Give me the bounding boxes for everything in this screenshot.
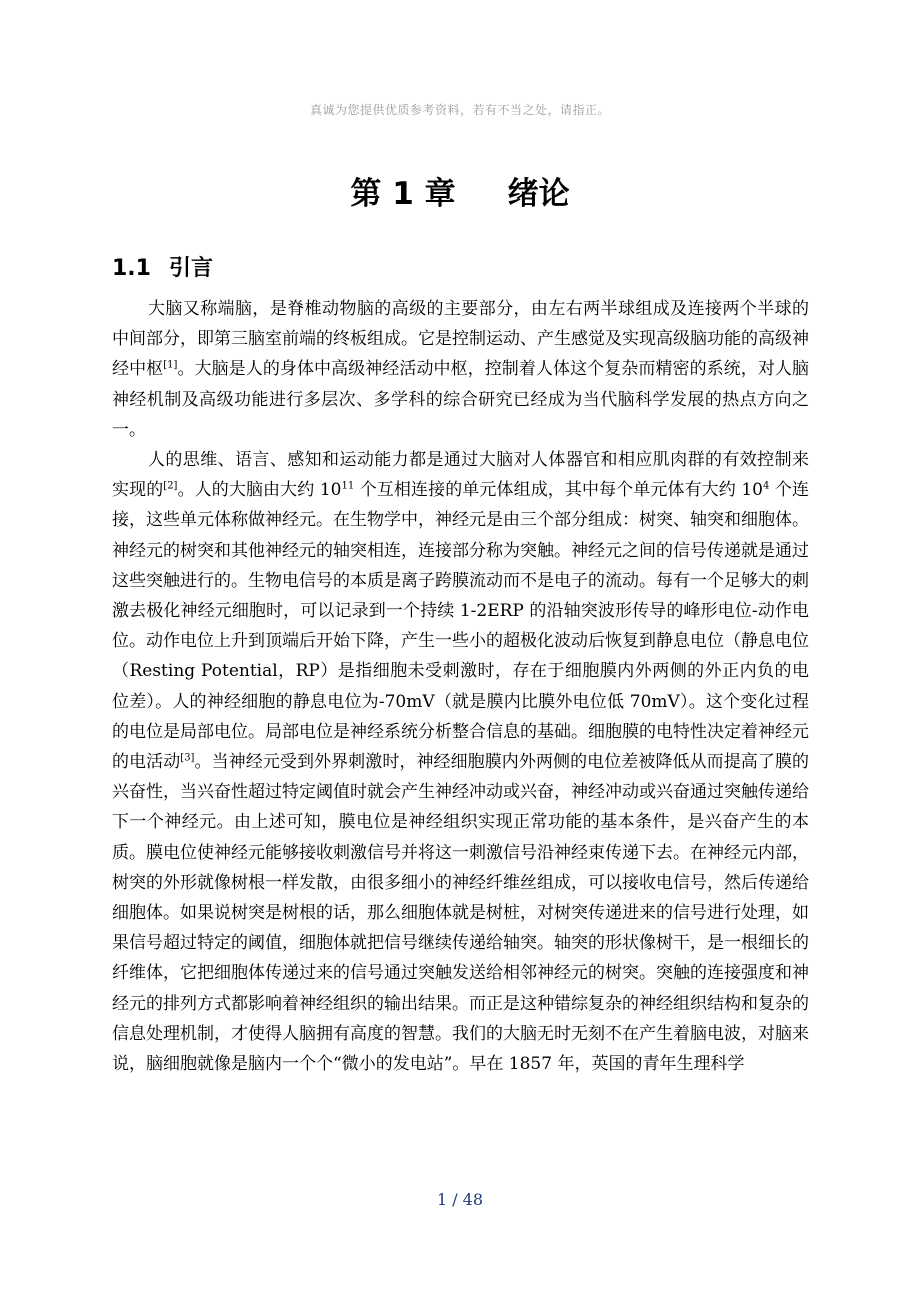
paragraph-1-text-b: 。大脑是人的身体中高级神经活动中枢，控制着人体这个复杂而精密的系统，对人脑神经机制及高级功能进行多层次、多学科的综合研究已经成为当代脑科学发展的热点方向之一。 (112, 359, 810, 440)
watermark-text: 真诚为您提供优质参考资料，若有不当之处，请指正。 (309, 103, 610, 117)
exponent-4: 4 (763, 480, 770, 492)
paragraph-2-text-c: 个互相连接的单元体组成，其中每个单元体有大约 10 (354, 480, 764, 501)
paragraph-2 (112, 445, 809, 1079)
paragraph-2-text-e: 。当神经元受到外界刺激时，神经细胞膜内外两侧的电位差被降低从而提高了膜的兴奋性，当兴奋性超过特定阈值时就会产生神经冲动或兴奋，神经冲动或兴奋通过突触传递给下一个神经元。由上述可知，膜电位是神经组织实现正常功能的基本条件，是兴奋产生的本质。膜电位使神经元能够接收刺激信号并将这一刺激信号沿神经束传递下去。在神经元内部，树突的外形就像树根一样发散，由很多细小的神经纤维丝组成，可以接收电信号，然后传递给细胞体。如果说树突是树根的话，那么细胞体就是树桩，对树突传递进来的信号进行处理，如果信号超过特定的阈值，细胞体就把信号继续传递给轴突。轴突的形状像树干，是一根细长的纤维体，它把细胞体传递过来的信号通过突触发送给相邻神经元的树突。突触的连接强度和神经元的排列方式都影响着神经组织的输出结果。而正是这种错综复杂的神经组织结构和复杂的信息处理机制，才使得人脑拥有高度的智慧。我们的大脑无时无刻不在产生着脑电波，对脑来说，脑细胞就像是脑内一个个“微小的发电站”。早在 1857 年，英国的青年生理科学 (112, 752, 810, 1075)
paragraph-1-text-a: 大脑又称端脑，是脊椎动物脑的高级的主要部分，由左右两半球组成及连接两个半球的中间部分，即第三脑室前端的终板组成。它是控制运动、产生感觉及实现高级脑功能的高级神经中枢 (112, 299, 809, 380)
section-number: 1.1 (112, 256, 151, 281)
page-number: 1 / 48 (436, 1190, 484, 1209)
paragraph-1 (112, 294, 809, 445)
paragraph-2-text-b: 。人的大脑由大约 10 (177, 480, 342, 501)
chapter-name: 绪论 (507, 176, 570, 212)
exponent-11: 11 (341, 480, 355, 492)
section-heading (112, 251, 213, 287)
citation-1: [1] (163, 359, 178, 371)
paragraph-2-text-a: 人的思维、语言、感知和运动能力都是通过大脑对人体器官和相应肌肉群的有效控制来实现的 (112, 450, 809, 501)
chapter-title (0, 170, 920, 218)
section-title: 引言 (168, 256, 213, 281)
paragraph-2-text-d: 个连接，这些单元体称做神经元。在生物学中，神经元是由三个部分组成：树突、轴突和细胞体。神经元的树突和其他神经元的轴突相连，连接部分称为突触。神经元之间的信号传递就是通过这些突触进行的。生物电信号的本质是离子跨膜流动而不是电子的流动。每有一个足够大的刺激去极化神经元细胞时，可以记录到一个持续 1-2ERP 的沿轴突波形传导的峰形电位-动作电位。动作电位上升到顶端后开始下降，产生一些小的超极化波动后恢复到静息电位（静息电位（Resting Potential，RP）是指细胞未受刺激时，存在于细胞膜内外两侧的外正内负的电位差）。人的神经细胞的静息电位为-70mV（就是膜内比膜外电位低 70mV）。这个变化过程的电位是局部电位。局部电位是神经系统分析整合信息的基础。细胞膜的电特性决定着神经元的电活动 (112, 480, 809, 773)
citation-2: [2] (163, 480, 178, 492)
body-text (112, 294, 809, 1079)
citation-3: [3] (180, 752, 195, 764)
chapter-number: 第 1 章 (350, 176, 456, 212)
